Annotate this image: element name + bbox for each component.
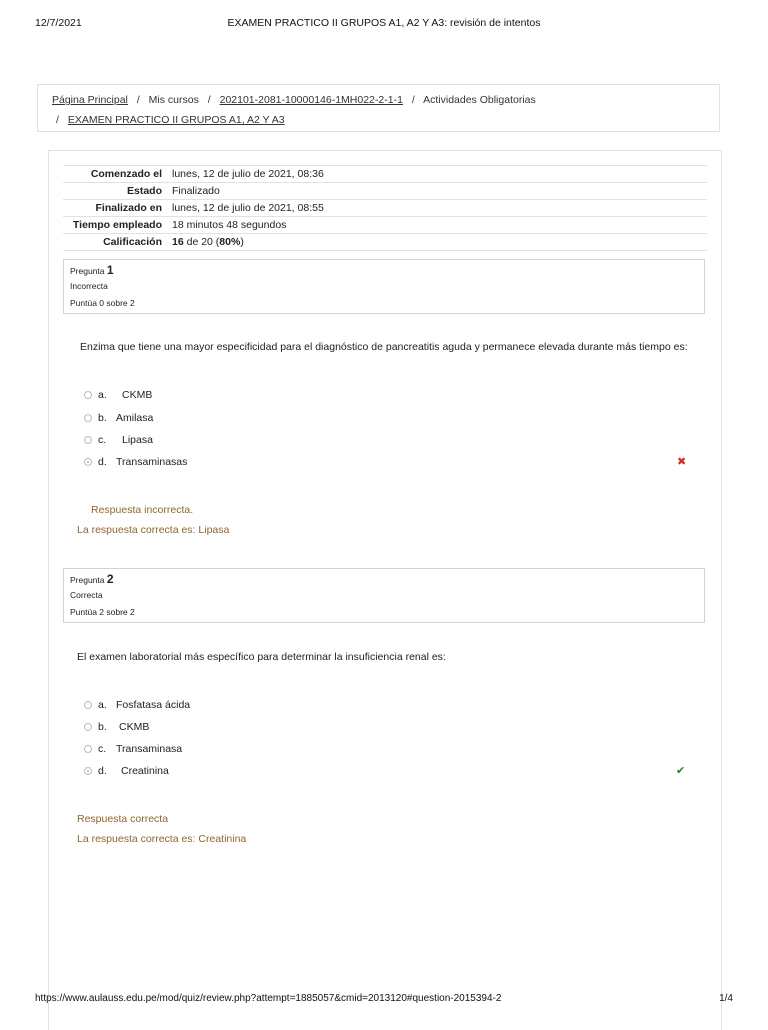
radio-button[interactable] [84, 701, 92, 709]
grade-percent: 80% [219, 236, 241, 248]
question-2-info [63, 568, 705, 623]
answer-letter: c. [98, 434, 107, 446]
question-state: Incorrecta [70, 281, 108, 291]
correct-answer-text: La respuesta correcta es: Lipasa [77, 524, 230, 536]
grade-label: Calificación [63, 234, 172, 251]
radio-button[interactable] [84, 723, 92, 731]
breadcrumb-separator: / [207, 94, 211, 106]
grade-of: de 20 ( [183, 236, 220, 248]
summary-row [63, 166, 707, 183]
radio-button[interactable] [84, 391, 92, 399]
question-number-value: 1 [106, 263, 114, 277]
question-number-value: 2 [106, 572, 114, 586]
question-1-info [63, 259, 705, 314]
answer-letter: c. [98, 743, 107, 755]
breadcrumb-section[interactable]: Actividades Obligatorias [423, 94, 536, 106]
feedback-text: Respuesta correcta [77, 813, 169, 825]
grade-score: 16 [172, 236, 184, 248]
summary-value: 18 minutos 48 segundos [172, 217, 707, 234]
summary-label: Finalizado en [63, 200, 172, 217]
breadcrumb-separator: / [56, 114, 59, 126]
summary-value: lunes, 12 de julio de 2021, 08:55 [172, 200, 707, 217]
breadcrumb-home-link[interactable]: Página Principal [52, 94, 128, 106]
answer-letter: a. [98, 699, 107, 711]
correct-answer-text: La respuesta correcta es: Creatinina [77, 833, 247, 845]
radio-button[interactable] [84, 414, 92, 422]
answer-letter: b. [98, 721, 107, 733]
summary-label: Tiempo empleado [63, 217, 172, 234]
question-grade: Puntúa 0 sobre 2 [70, 298, 135, 308]
question-grade: Puntúa 2 sobre 2 [70, 607, 135, 617]
page-number: 1/4 [719, 993, 733, 1004]
answer-text: Fosfatasa ácida [116, 699, 191, 711]
breadcrumb-my-courses[interactable]: Mis cursos [148, 94, 199, 106]
question-state: Correcta [70, 590, 103, 600]
print-title: EXAMEN PRACTICO II GRUPOS A1, A2 Y A3: revisión de intentos [227, 17, 541, 29]
radio-button-selected[interactable] [84, 458, 92, 466]
summary-row [63, 217, 707, 234]
answer-text: Lipasa [122, 434, 153, 446]
breadcrumb-quiz-link[interactable]: EXAMEN PRACTICO II GRUPOS A1, A2 Y A3 [67, 114, 285, 126]
check-icon: ✔ [676, 765, 686, 777]
grade-close: ) [240, 236, 244, 248]
answer-text: Creatinina [121, 765, 169, 777]
summary-row [63, 200, 707, 217]
print-footer [0, 993, 768, 1007]
answer-text: Amilasa [116, 412, 154, 424]
question-label: Pregunta [70, 266, 105, 276]
question-number [70, 263, 114, 277]
answer-text: Transaminasas [116, 456, 188, 468]
answer-text: CKMB [119, 721, 150, 733]
breadcrumb [37, 84, 720, 132]
question-label: Pregunta [70, 575, 105, 585]
question-1-text: Enzima que tiene una mayor especificidad para el diagnóstico de pancreatitis aguda y permanece elevada durante más tiempo es: [80, 341, 688, 353]
breadcrumb-course-link[interactable]: 202101-2081-10000146-1MH022-2-1-1 [219, 94, 403, 106]
attempt-summary-table [63, 165, 707, 251]
breadcrumb-separator: / [411, 94, 415, 106]
answer-letter: d. [98, 765, 107, 777]
breadcrumb-separator: / [136, 94, 140, 106]
answer-text: Transaminasa [116, 743, 183, 755]
question-number [70, 572, 114, 586]
answer-letter: a. [98, 389, 107, 401]
answer-letter: b. [98, 412, 107, 424]
print-url: https://www.aulauss.edu.pe/mod/quiz/review.php?attempt=1885057&cmid=2013120#question-2015394-2 [35, 993, 502, 1004]
answer-text: CKMB [122, 389, 153, 401]
summary-row-grade [63, 234, 707, 251]
print-date: 12/7/2021 [35, 17, 82, 29]
question-2-text: El examen laboratorial más específico para determinar la insuficiencia renal es: [77, 651, 446, 663]
radio-button[interactable] [84, 745, 92, 753]
summary-label: Comenzado el [63, 166, 172, 183]
radio-button[interactable] [84, 436, 92, 444]
answer-letter: d. [98, 456, 107, 468]
radio-button-selected[interactable] [84, 767, 92, 775]
print-header [0, 17, 768, 31]
summary-value: lunes, 12 de julio de 2021, 08:36 [172, 166, 707, 183]
feedback-text: Respuesta incorrecta. [91, 504, 194, 516]
summary-value: Finalizado [172, 183, 707, 200]
cross-icon: ✖ [677, 456, 687, 468]
grade-value [172, 234, 707, 251]
summary-label: Estado [63, 183, 172, 200]
summary-row [63, 183, 707, 200]
